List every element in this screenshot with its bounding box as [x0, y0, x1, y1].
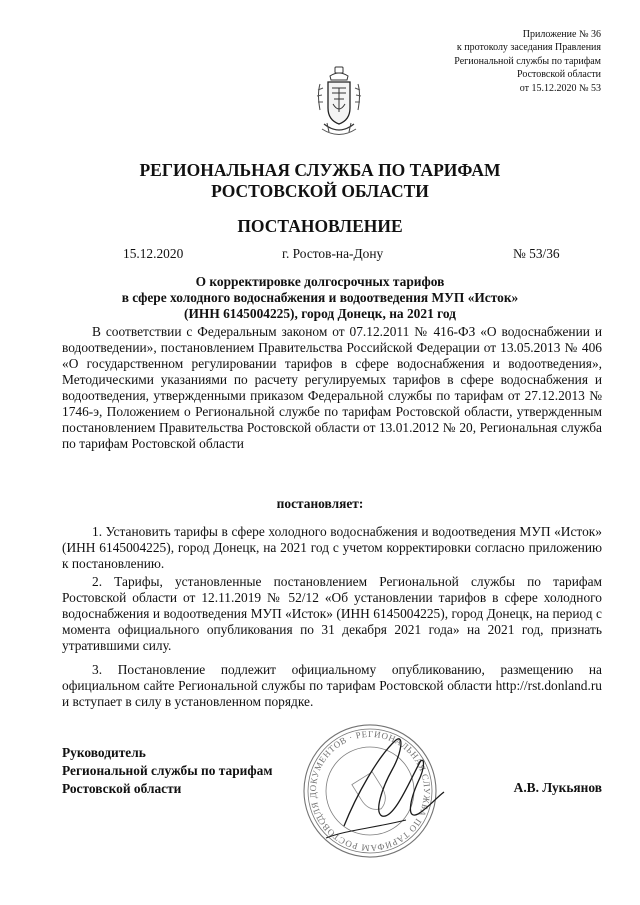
- decree-item-1: 1. Установить тарифы в сфере холодного водоснабжения и водоотведения МУП «Исток» (ИНН 6145004225), город Донецк, на 2021 год с учетом корректировки согласно приложению к постановлению.: [62, 524, 602, 571]
- decree-word: постановляет:: [276, 496, 364, 511]
- annex-line-4: Ростовской области: [517, 69, 601, 81]
- signatory-title: [62, 744, 272, 798]
- annex-line-2: к протоколу заседания Правления: [456, 42, 601, 54]
- annex-line-3: Региональной службы по тарифам: [454, 55, 601, 67]
- annex-line-5: от 15.12.2020 № 53: [519, 82, 601, 94]
- subject-line-1: О корректировке долгосрочных тарифов: [195, 274, 445, 289]
- subject-line-2: в сфере холодного водоснабжения и водоотведения МУП «Исток»: [121, 290, 519, 305]
- subject-line-3: (ИНН 6145004225), город Донецк, на 2021 год: [184, 306, 456, 321]
- agency-name: [0, 160, 640, 202]
- agency-name-line-2: РОСТОВСКОЙ ОБЛАСТИ: [211, 181, 429, 201]
- official-stamp-and-signature: [286, 716, 454, 866]
- decree-item-2: 2. Тарифы, установленные постановлением Региональной службы по тарифам Ростовской области от 12.11.2019 № 52/12 «Об установлении тарифов в сфере холодного водоснабжения и водоотведения МУП «Исток» (ИНН 6145004225), город Донецк, на период с момента официального опубликования по 31 декабря 2021 года» на 2021 год, признать утратившими силу.: [62, 574, 602, 653]
- coat-of-arms-icon: [316, 66, 362, 140]
- svg-text:ДЛЯ ДОКУМЕНТОВ · РЕГИОНАЛЬНАЯ: [286, 716, 454, 866]
- document-number: № 53/36: [513, 246, 560, 261]
- stamp-ring-text: ДЛЯ ДОКУМЕНТОВ · РЕГИОНАЛЬНАЯ СЛУЖБА ПО ТАРИФАМ РОСТОВСКОЙ: [307, 728, 433, 854]
- annex-reference: [381, 28, 601, 95]
- document-date: 15.12.2020: [123, 246, 184, 261]
- document-place: г. Ростов-на-Дону: [282, 246, 384, 261]
- document-type: ПОСТАНОВЛЕНИЕ: [237, 216, 403, 236]
- annex-line-1: Приложение № 36: [522, 29, 601, 40]
- signatory-title-line-2: Региональной службы по тарифам: [62, 763, 273, 778]
- signatory-title-line-1: Руководитель: [62, 745, 146, 760]
- agency-name-line-1: РЕГИОНАЛЬНАЯ СЛУЖБА ПО ТАРИФАМ: [139, 160, 501, 180]
- signatory-title-line-3: Ростовской области: [62, 781, 182, 796]
- preamble-paragraph: В соответствии с Федеральным законом от 07.12.2011 № 416-ФЗ «О водоснабжении и водоотведении», постановлением Правительства Российской Федерации от 13.05.2013 № 406 «О государственном регулировании тарифов в сфере водоснабжения и водоотведения», Методическими указаниями по расчету регулируемых тарифов в сфере водоснабжения и водоотведения, утвержденными приказом Федеральной службы по тарифам от 27.12.2013 № 1746-э, Положением о Региональной службе по тарифам Ростовской области, утвержденным постановлением Правительства Ростовской области от 13.01.2012 № 20, Региональная служба по тарифам Ростовской области: [62, 324, 602, 451]
- document-subject: [60, 274, 580, 322]
- decree-item-3: 3. Постановление подлежит официальному опубликованию, размещению на официальном сайте Региональной службы по тарифам Ростовской области http://rst.donland.ru и вступает в силу в установленном порядке.: [62, 662, 602, 709]
- signatory-name: А.В. Лукьянов: [513, 780, 602, 795]
